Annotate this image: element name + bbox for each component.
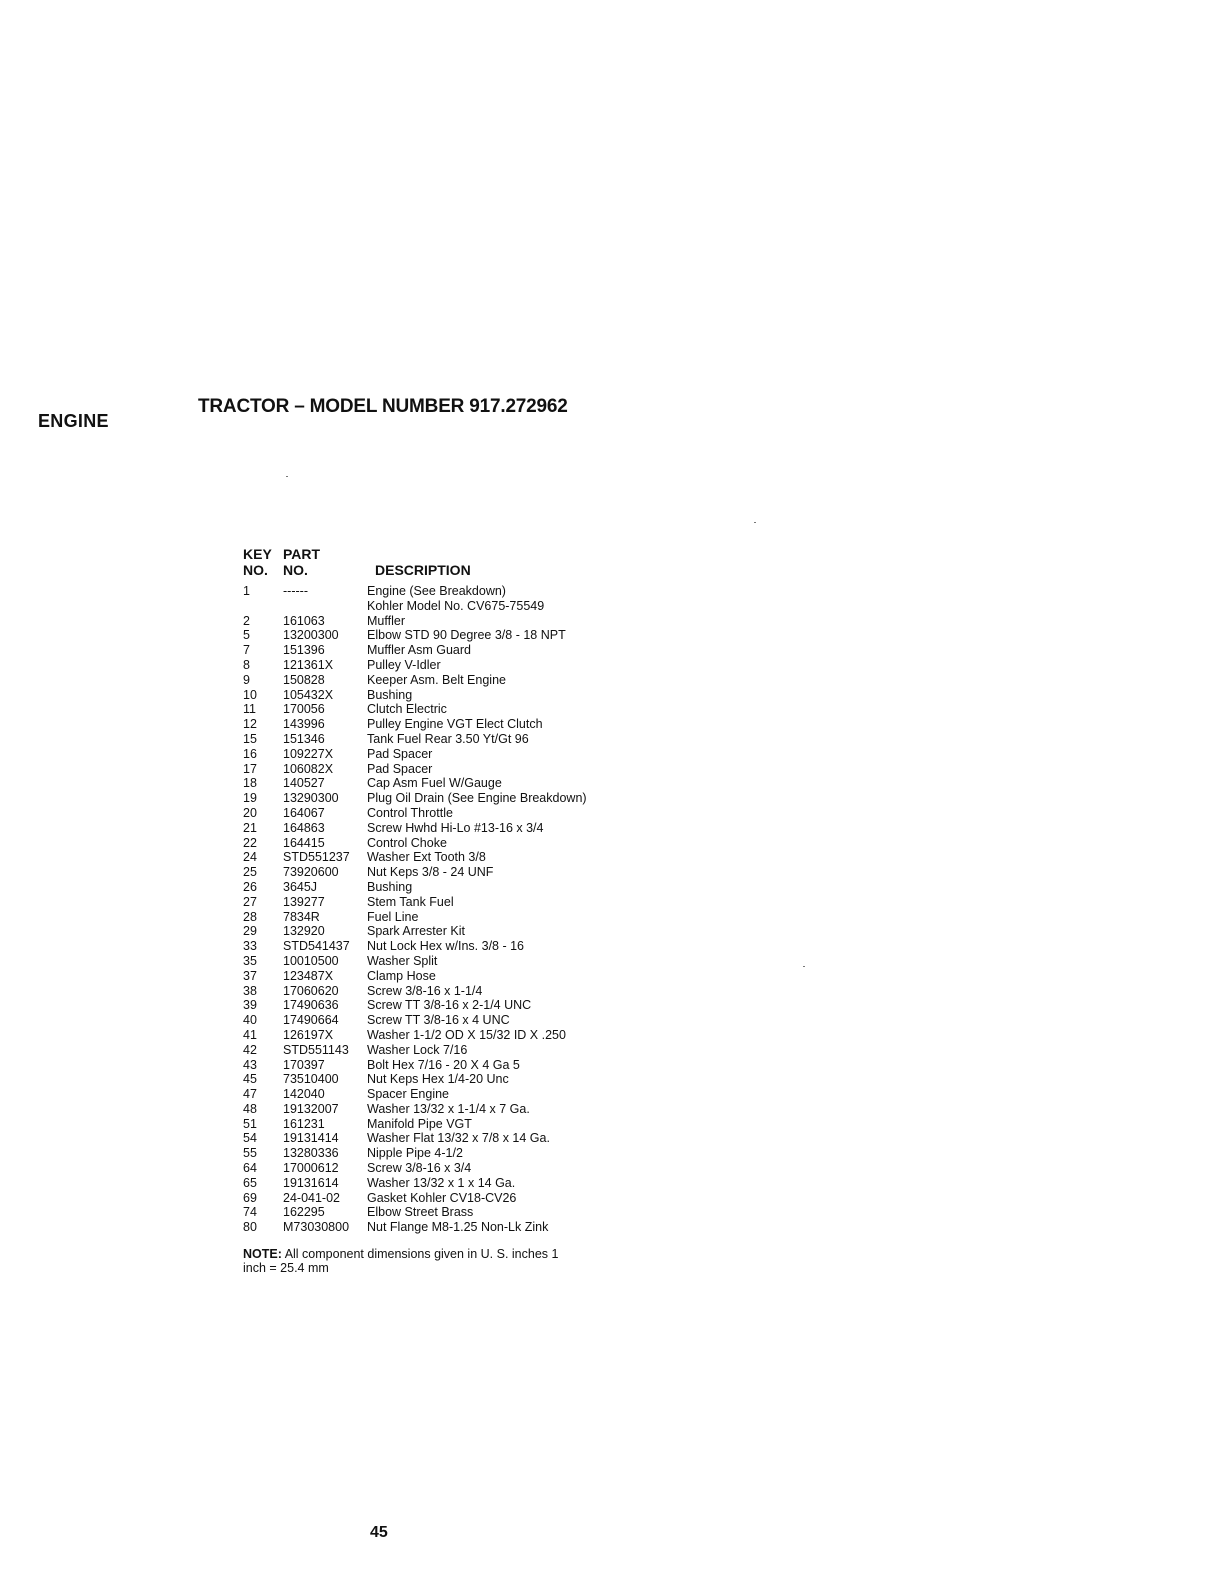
part-no: 13290300 — [283, 791, 339, 806]
key-no: 22 — [243, 835, 257, 850]
table-row — [243, 865, 663, 880]
table-row — [243, 658, 663, 673]
table-row — [243, 762, 663, 777]
section-label: ENGINE — [38, 411, 109, 431]
key-no: 64 — [243, 1161, 257, 1176]
part-no: 19131614 — [283, 1175, 339, 1190]
part-no: 170397 — [283, 1057, 325, 1072]
part-no: 142040 — [283, 1087, 325, 1102]
description: Nut Keps Hex 1/4-20 Unc — [367, 1072, 509, 1087]
part-no: 164415 — [283, 835, 325, 850]
description: Spacer Engine — [367, 1087, 450, 1102]
table-row — [243, 821, 663, 836]
key-no: 39 — [243, 998, 257, 1013]
description: Nipple Pipe 4-1/2 — [367, 1146, 463, 1161]
page-title: TRACTOR – MODEL NUMBER 917.272962 — [198, 396, 568, 417]
part-no: 106082X — [283, 761, 334, 776]
description-header-label: DESCRIPTION — [375, 562, 471, 578]
parts-list-block — [243, 546, 663, 1275]
table-row — [243, 584, 663, 599]
part-no: STD551143 — [283, 1042, 349, 1057]
table-row — [243, 614, 663, 629]
table-row — [243, 1205, 663, 1220]
description: Nut Keps 3/8 - 24 UNF — [367, 865, 494, 880]
description: Muffler — [367, 613, 405, 628]
part-no: 164067 — [283, 805, 325, 820]
part-no: 162295 — [283, 1205, 325, 1220]
key-no: 48 — [243, 1101, 257, 1116]
key-no: 19 — [243, 791, 257, 806]
description: Bushing — [367, 687, 413, 702]
table-row — [243, 1146, 663, 1161]
key-no: 35 — [243, 953, 257, 968]
part-no: 73510400 — [283, 1072, 339, 1087]
description: Screw 3/8-16 x 1-1/4 — [367, 983, 483, 998]
key-no — [243, 599, 283, 614]
parts-list — [243, 584, 663, 1235]
description: Washer 13/32 x 1-1/4 x 7 Ga. — [367, 1101, 530, 1116]
key-no: 1 — [243, 584, 250, 598]
description: Screw 3/8-16 x 3/4 — [367, 1161, 472, 1176]
note-text: All component dimensions given in U. S. inches 1 inch = 25.4 mm — [243, 1247, 559, 1276]
key-no: 55 — [243, 1146, 257, 1161]
key-no: 29 — [243, 924, 257, 939]
part-no: 17000612 — [283, 1161, 339, 1176]
scan-speck — [803, 966, 805, 967]
part-no: 17060620 — [283, 983, 339, 998]
key-no: 8 — [243, 657, 250, 672]
part-no: 123487X — [283, 968, 334, 983]
table-row — [243, 747, 663, 762]
table-row — [243, 1220, 663, 1235]
part-no: 143996 — [283, 717, 325, 732]
description: Manifold Pipe VGT — [367, 1116, 472, 1131]
part-no — [283, 599, 367, 614]
description: Pulley Engine VGT Elect Clutch — [367, 717, 543, 732]
page-number: 45 — [370, 1524, 388, 1541]
description: Elbow STD 90 Degree 3/8 - 18 NPT — [367, 628, 566, 643]
part-no: 150828 — [283, 672, 325, 687]
scan-speck — [754, 522, 756, 523]
key-no: 20 — [243, 805, 257, 820]
key-no: 15 — [243, 731, 257, 746]
table-header — [243, 546, 663, 578]
key-no: 24 — [243, 850, 257, 865]
key-no: 69 — [243, 1190, 257, 1205]
key-no: 47 — [243, 1087, 257, 1102]
description: Kohler Model No. CV675-75549 — [367, 598, 545, 613]
table-row — [243, 1028, 663, 1043]
key-no: 41 — [243, 1027, 257, 1042]
table-row — [243, 1058, 663, 1073]
table-row — [243, 1176, 663, 1191]
part-no: 161063 — [283, 613, 325, 628]
part-no: 151396 — [283, 643, 325, 658]
key-no: 7 — [243, 643, 250, 658]
description: Screw Hwhd Hi-Lo #13-16 x 3/4 — [367, 820, 544, 835]
key-header-bottom: NO. — [243, 562, 268, 578]
description: Bolt Hex 7/16 - 20 X 4 Ga 5 — [367, 1057, 520, 1072]
part-no: ------ — [283, 584, 308, 598]
part-no: 105432X — [283, 687, 334, 702]
description: Screw TT 3/8-16 x 4 UNC — [367, 1013, 510, 1028]
description: Nut Lock Hex w/Ins. 3/8 - 16 — [367, 939, 525, 954]
part-no: 24-041-02 — [283, 1190, 340, 1205]
part-header-top: PART — [283, 546, 321, 562]
table-row — [243, 1013, 663, 1028]
description: Screw TT 3/8-16 x 2-1/4 UNC — [367, 998, 532, 1013]
key-no: 5 — [243, 628, 250, 643]
description: Clamp Hose — [367, 968, 436, 983]
key-no: 10 — [243, 687, 257, 702]
description: Nut Flange M8-1.25 Non-Lk Zink — [367, 1220, 549, 1235]
table-row — [243, 776, 663, 791]
table-row — [243, 939, 663, 954]
description: Spark Arrester Kit — [367, 924, 465, 939]
table-row — [243, 806, 663, 821]
key-no: 16 — [243, 746, 257, 761]
key-no: 74 — [243, 1205, 257, 1220]
part-no: M73030800 — [283, 1220, 350, 1235]
key-no: 11 — [243, 702, 256, 717]
table-row — [243, 954, 663, 969]
description: Elbow Street Brass — [367, 1205, 474, 1220]
description: Plug Oil Drain (See Engine Breakdown) — [367, 791, 587, 806]
table-row — [243, 984, 663, 999]
table-row — [243, 910, 663, 925]
key-no: 43 — [243, 1057, 257, 1072]
part-no: 140527 — [283, 776, 325, 791]
key-no: 45 — [243, 1072, 257, 1087]
part-header-bottom: NO. — [283, 562, 308, 578]
description: Washer Split — [367, 953, 438, 968]
key-no: 25 — [243, 865, 257, 880]
scan-speck — [286, 476, 288, 477]
description: Fuel Line — [367, 909, 419, 924]
part-no: STD541437 — [283, 939, 350, 954]
table-row — [243, 969, 663, 984]
table-row — [243, 998, 663, 1013]
note-label: NOTE: — [243, 1247, 282, 1262]
table-row — [243, 1043, 663, 1058]
key-no: 80 — [243, 1220, 257, 1235]
key-no: 40 — [243, 1013, 257, 1028]
description: Engine (See Breakdown) — [367, 584, 506, 598]
table-row — [243, 1131, 663, 1146]
part-no: 10010500 — [283, 953, 339, 968]
part-no: 126197X — [283, 1027, 334, 1042]
description: Stem Tank Fuel — [367, 894, 454, 909]
part-no: 161231 — [283, 1116, 325, 1131]
part-no: 19132007 — [283, 1101, 339, 1116]
key-header-top: KEY — [243, 546, 272, 562]
part-no: 19131414 — [283, 1131, 339, 1146]
description: Washer Lock 7/16 — [367, 1042, 468, 1057]
description: Bushing — [367, 879, 413, 894]
table-row — [243, 717, 663, 732]
key-no: 28 — [243, 909, 257, 924]
description: Control Throttle — [367, 805, 453, 820]
note — [243, 1247, 583, 1275]
key-no: 37 — [243, 968, 257, 983]
key-no: 9 — [243, 672, 250, 687]
table-row — [243, 732, 663, 747]
part-no: 73920600 — [283, 865, 339, 880]
key-no-header — [243, 546, 283, 578]
part-no: 109227X — [283, 746, 334, 761]
description: Pulley V-Idler — [367, 657, 441, 672]
table-row — [243, 791, 663, 806]
part-no: STD551237 — [283, 850, 350, 865]
key-no: 51 — [243, 1116, 257, 1131]
description: Tank Fuel Rear 3.50 Yt/Gt 96 — [367, 731, 529, 746]
table-row — [243, 1161, 663, 1176]
table-row — [243, 880, 663, 895]
description: Washer Flat 13/32 x 7/8 x 14 Ga. — [367, 1131, 550, 1146]
description: Pad Spacer — [367, 746, 433, 761]
table-row — [243, 836, 663, 851]
table-row — [243, 643, 663, 658]
key-no: 26 — [243, 879, 257, 894]
table-row — [243, 895, 663, 910]
key-no: 17 — [243, 761, 257, 776]
key-no: 65 — [243, 1175, 257, 1190]
key-no: 2 — [243, 613, 250, 628]
description: Keeper Asm. Belt Engine — [367, 672, 506, 687]
table-row — [243, 1102, 663, 1117]
description: Control Choke — [367, 835, 447, 850]
part-no: 17490636 — [283, 998, 339, 1013]
part-no: 170056 — [283, 702, 325, 717]
table-row — [243, 924, 663, 939]
part-no: 17490664 — [283, 1013, 339, 1028]
table-row — [243, 850, 663, 865]
table-row — [243, 599, 663, 614]
table-row — [243, 688, 663, 703]
part-no: 139277 — [283, 894, 325, 909]
part-no: 3645J — [283, 879, 318, 894]
description: Pad Spacer — [367, 761, 433, 776]
table-row — [243, 1117, 663, 1132]
table-row — [243, 628, 663, 643]
part-no: 13200300 — [283, 628, 339, 643]
description: Gasket Kohler CV18-CV26 — [367, 1190, 517, 1205]
table-row — [243, 702, 663, 717]
description: Washer 13/32 x 1 x 14 Ga. — [367, 1175, 516, 1190]
description-header — [367, 546, 663, 578]
key-no: 12 — [243, 717, 257, 732]
description: Clutch Electric — [367, 702, 447, 717]
key-no: 18 — [243, 776, 257, 791]
part-no: 13280336 — [283, 1146, 339, 1161]
key-no: 33 — [243, 939, 257, 954]
part-no: 151346 — [283, 731, 325, 746]
description: Muffler Asm Guard — [367, 643, 471, 658]
table-row — [243, 1072, 663, 1087]
key-no: 54 — [243, 1131, 257, 1146]
description: Washer Ext Tooth 3/8 — [367, 850, 486, 865]
part-no: 164863 — [283, 820, 325, 835]
table-row — [243, 1087, 663, 1102]
table-row — [243, 673, 663, 688]
key-no: 21 — [243, 820, 257, 835]
part-no-header — [283, 546, 367, 578]
part-no: 7834R — [283, 909, 320, 924]
part-no: 121361X — [283, 657, 334, 672]
part-no: 132920 — [283, 924, 325, 939]
key-no: 27 — [243, 894, 257, 909]
description: Cap Asm Fuel W/Gauge — [367, 776, 502, 791]
key-no: 42 — [243, 1042, 257, 1057]
table-row — [243, 1191, 663, 1206]
key-no: 38 — [243, 983, 257, 998]
description: Washer 1-1/2 OD X 15/32 ID X .250 — [367, 1027, 566, 1042]
